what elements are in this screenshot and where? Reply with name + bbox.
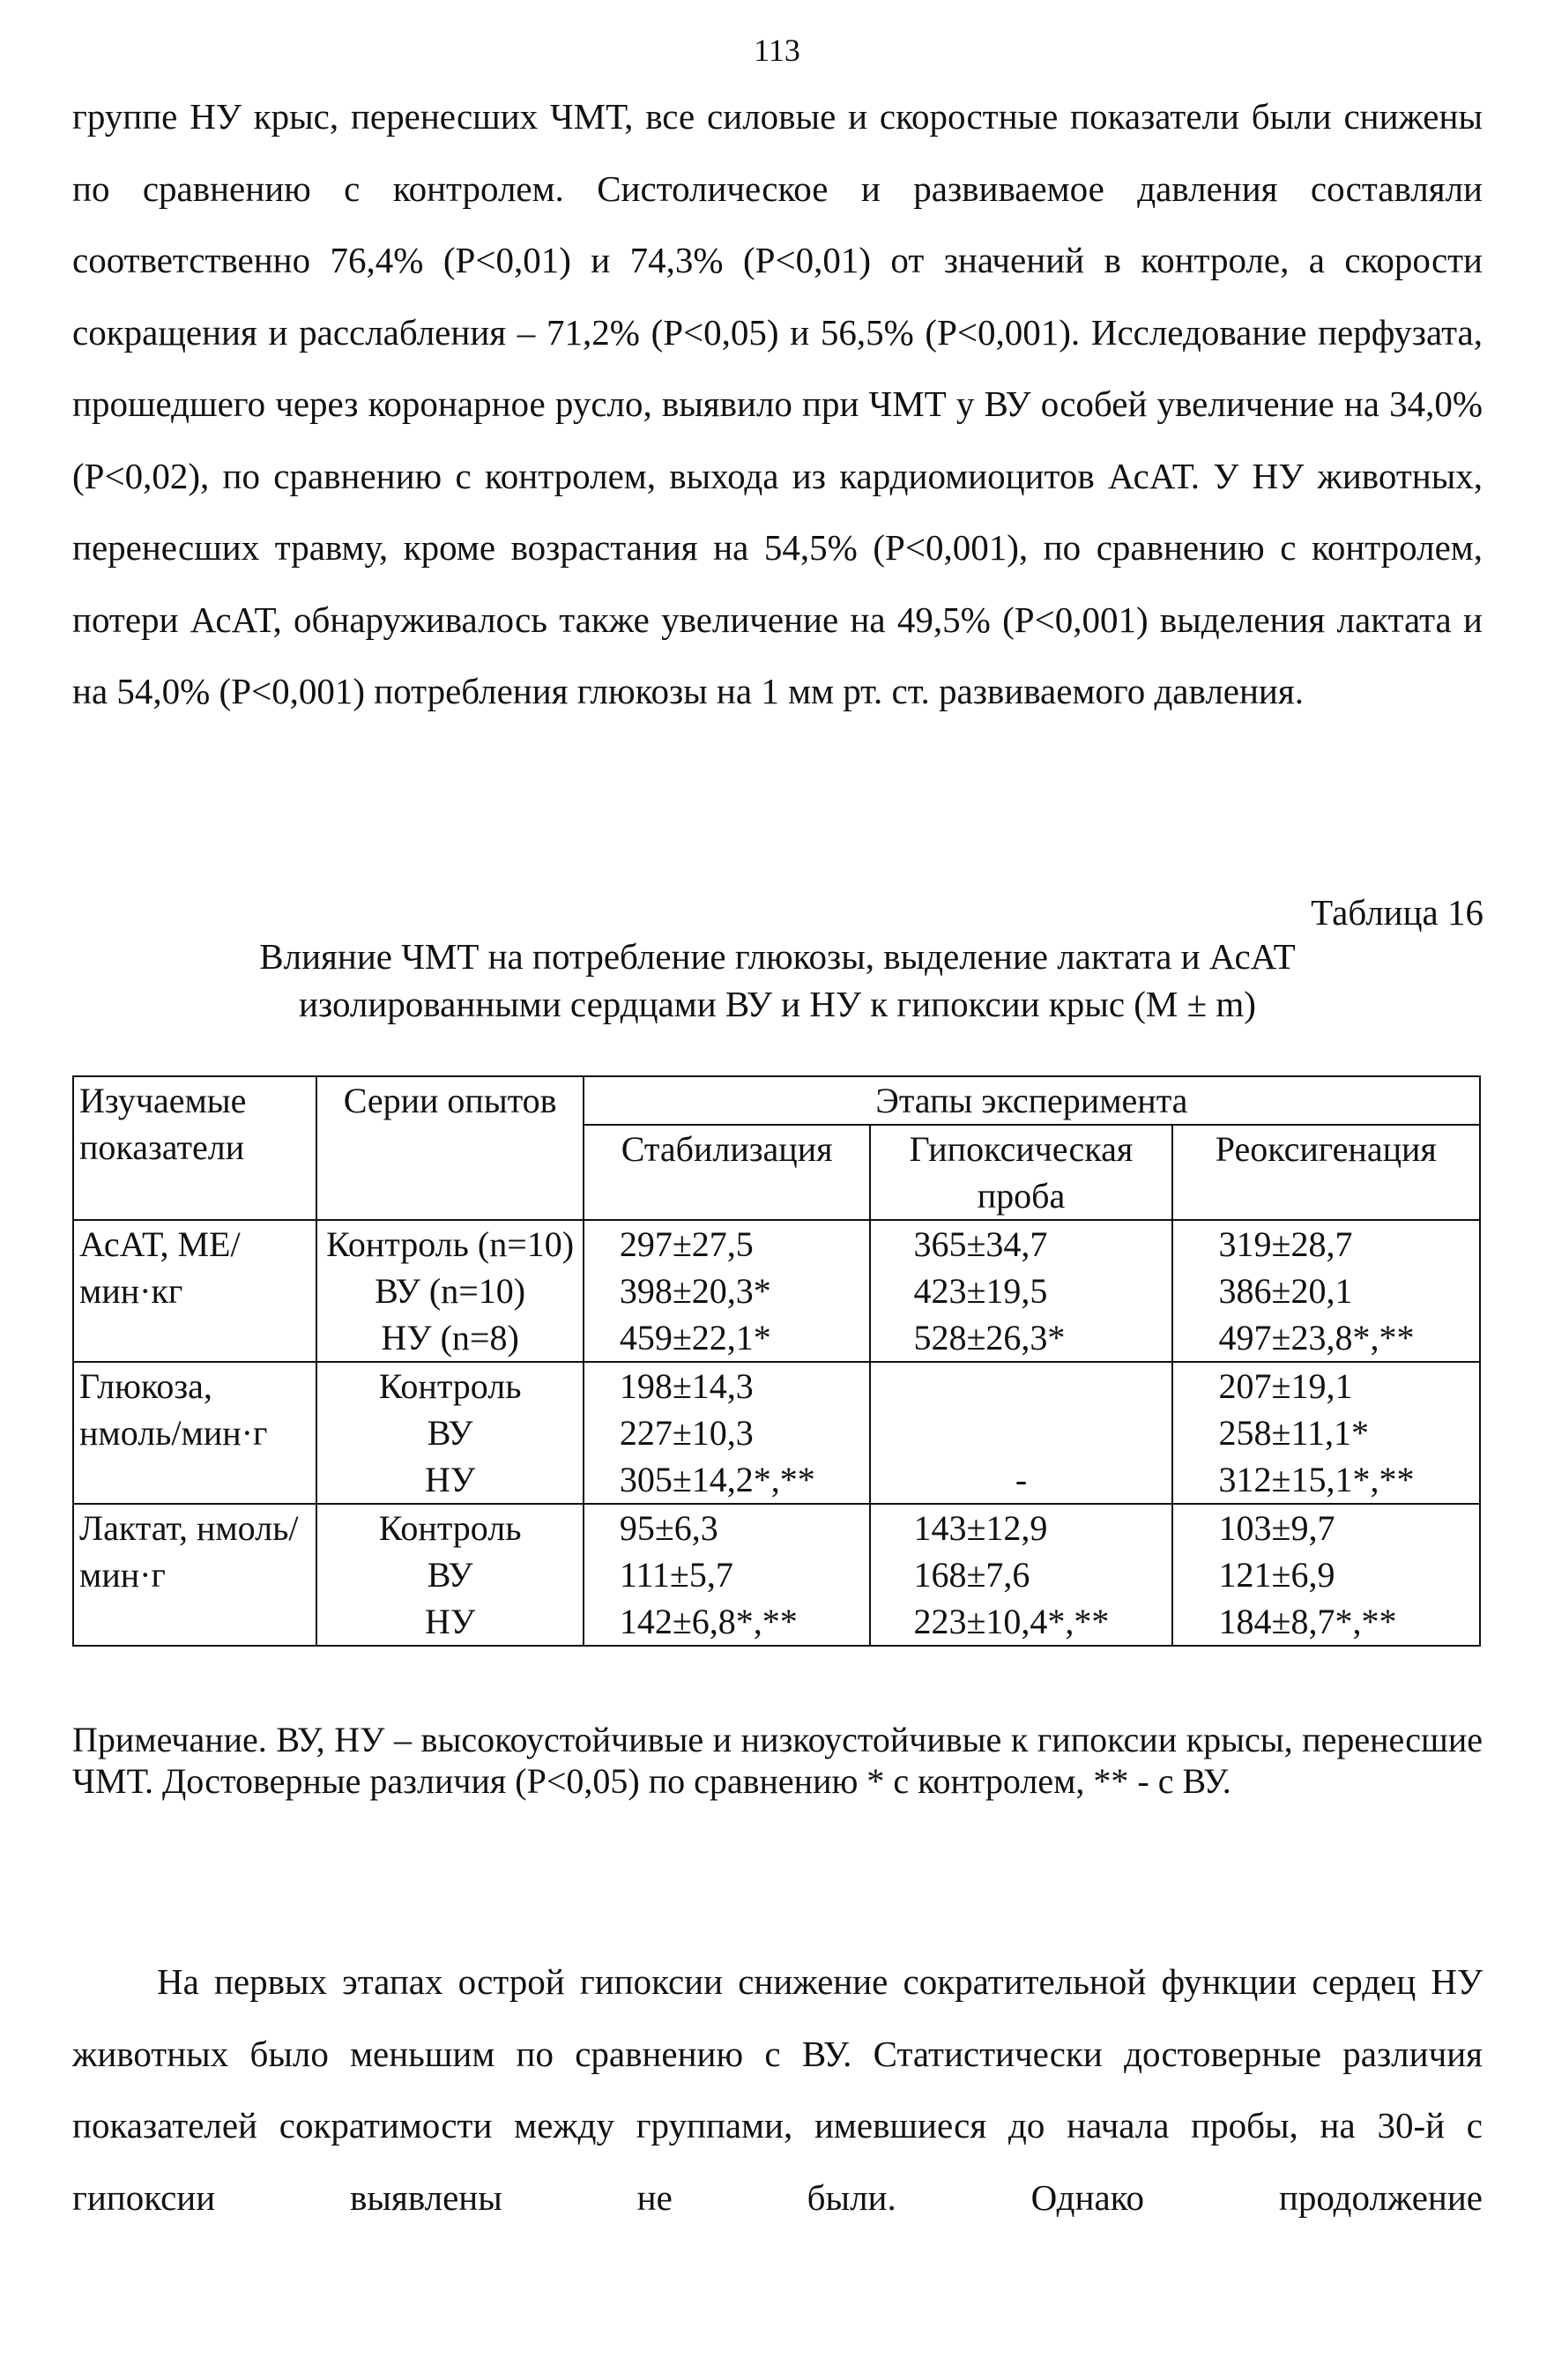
value-cell: 305±14,2*,**: [584, 1456, 871, 1504]
table-title-line-2: изолированными сердцами ВУ и НУ к гипоксии крыс (M ± m): [299, 984, 1256, 1024]
value-cell: 168±7,6: [870, 1551, 1171, 1598]
value-cell: 198±14,3: [584, 1362, 871, 1409]
value-cell: 497±23,8*,**: [1172, 1314, 1480, 1362]
value-cell: 258±11,1*: [1172, 1409, 1480, 1456]
value-cell: 227±10,3: [584, 1409, 871, 1456]
table-body: [73, 1220, 1480, 1646]
table-row: [73, 1504, 1480, 1551]
page-number: 113: [754, 33, 800, 68]
value-cell: 297±27,5: [584, 1220, 871, 1268]
table-title-line-1: Влияние ЧМТ на потребление глюкозы, выделение лактата и АсАТ: [259, 936, 1296, 977]
series-cell: ВУ (n=10): [316, 1268, 583, 1314]
series-cell: НУ (n=8): [316, 1314, 583, 1362]
header-series: Серии опытов: [316, 1076, 583, 1220]
header-stage-stabilization: Стабилизация: [584, 1125, 871, 1220]
table-title: [72, 933, 1483, 1028]
indicator-cell: Глюкоза, нмоль/мин·г: [73, 1362, 316, 1504]
series-cell: Контроль (n=10): [316, 1220, 583, 1268]
body-paragraph-2: На первых этапах острой гипоксии снижение сократительной функции сердец НУ животных было меньшим по сравнению с ВУ. Статистически достоверные различия показателей сократимости между группами, имевшиеся до начала пробы, на 30-й с гипоксии выявлены не были. Однако продолжение: [72, 1961, 1483, 2218]
data-table: [72, 1075, 1481, 1647]
series-cell: ВУ: [316, 1551, 583, 1598]
value-cell: 95±6,3: [584, 1504, 871, 1551]
value-cell: 423±19,5: [870, 1268, 1171, 1314]
value-cell: 398±20,3*: [584, 1268, 871, 1314]
value-cell: 312±15,1*,**: [1172, 1456, 1480, 1504]
table-label: Таблица 16: [1311, 892, 1483, 933]
header-stages: Этапы эксперимента: [584, 1076, 1480, 1125]
series-cell: ВУ: [316, 1409, 583, 1456]
table-row: [73, 1362, 1480, 1409]
value-cell: 459±22,1*: [584, 1314, 871, 1362]
value-cell: 223±10,4*,**: [870, 1598, 1171, 1646]
value-cell: 528±26,3*: [870, 1314, 1171, 1362]
value-cell: 142±6,8*,**: [584, 1598, 871, 1646]
series-cell: НУ: [316, 1598, 583, 1646]
value-cell: 319±28,7: [1172, 1220, 1480, 1268]
value-cell: 207±19,1: [1172, 1362, 1480, 1409]
value-cell: 365±34,7: [870, 1220, 1171, 1268]
value-cell: -: [870, 1362, 1171, 1504]
table-note: Примечание. ВУ, НУ – высокоустойчивые и низкоустойчивые к гипоксии крысы, перенесшие ЧМТ. Достоверные различия (Р<0,05) по сравнению * с контролем, ** - с ВУ.: [72, 1720, 1483, 1801]
body-paragraph-1: группе НУ крыс, перенесших ЧМТ, все силовые и скоростные показатели были снижены по сравнению с контролем. Систолическое и развиваемое давления составляли соответственно 76,4% (Р<0,01) и 74,3% (Р<0,01) от значений в контроле, а скорости сокращения и расслабления – 71,2% (Р<0,05) и 56,5% (Р<0,001). Исследование перфузата, прошедшего через коронарное русло, выявило при ЧМТ у ВУ особей увеличение на 34,0% (Р<0,02), по сравнению с контролем, выхода из кардиомиоцитов АсАТ. У НУ животных, перенесших травму, кроме возрастания на 54,5% (Р<0,001), по сравнению с контролем, потери АсАТ, обнаруживалось также увеличение на 49,5% (Р<0,001) выделения лактата и на 54,0% (Р<0,001) потребления глюкозы на 1 мм рт. ст. развиваемого давления.: [72, 96, 1483, 711]
series-cell: НУ: [316, 1456, 583, 1504]
indicator-cell: Лактат, нмоль/мин·г: [73, 1504, 316, 1646]
indicator-cell: АсАТ, МЕ/мин·кг: [73, 1220, 316, 1362]
header-stage-hypoxic-test: Гипоксическая проба: [870, 1125, 1171, 1220]
value-cell: 184±8,7*,**: [1172, 1598, 1480, 1646]
value-cell: 121±6,9: [1172, 1551, 1480, 1598]
value-cell: 386±20,1: [1172, 1268, 1480, 1314]
table-row: [73, 1220, 1480, 1268]
header-indicators: Изучаемые показатели: [73, 1076, 316, 1220]
header-stage-reoxygenation: Реоксигенация: [1172, 1125, 1480, 1220]
table-header-row-1: [73, 1076, 1480, 1125]
series-cell: Контроль: [316, 1362, 583, 1409]
value-cell: 111±5,7: [584, 1551, 871, 1598]
series-cell: Контроль: [316, 1504, 583, 1551]
value-cell: 143±12,9: [870, 1504, 1171, 1551]
value-cell: 103±9,7: [1172, 1504, 1480, 1551]
